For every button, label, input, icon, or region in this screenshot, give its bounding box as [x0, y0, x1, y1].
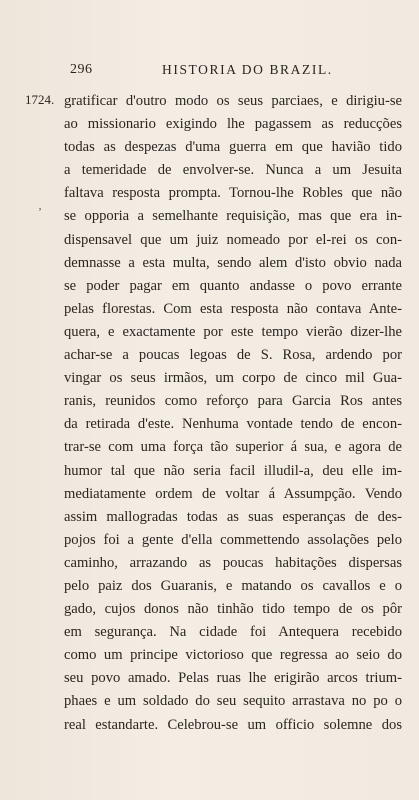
- text-line: quera, e exactamente por este tempo vierão dizer-lhe: [64, 323, 402, 340]
- page-number: 296: [70, 62, 93, 77]
- text-line: dispensavel que um juiz nomeado por el-rei os con-: [64, 231, 402, 248]
- running-title: HISTORIA DO BRAZIL.: [162, 62, 333, 77]
- text-line: humor tal que não seria facil illudil-a, deu elle im-: [64, 462, 402, 479]
- page-header: [0, 62, 419, 82]
- text-line: ranis, reunidos como reforço para Garcia Ros antes: [64, 393, 402, 410]
- text-line: achar-se a poucas legoas de S. Rosa, ardendo por: [64, 347, 402, 364]
- text-line: phaes e um soldado do seu sequito arrastava no po o: [64, 693, 402, 710]
- text-line: gado, cujos donos não tinhão tido tempo de os pôr: [64, 601, 402, 618]
- text-line: como um principe victorioso que regressa ao seio do: [64, 647, 402, 664]
- text-line: mediatamente ordem de voltar á Assumpção. Vendo: [64, 485, 402, 502]
- text-line: todas as despezas d'uma guerra em que havião tido: [64, 139, 402, 156]
- text-line: real estandarte. Celebrou-se um officio solemne dos: [64, 716, 402, 733]
- margin-mark: ‚: [38, 198, 42, 212]
- text-line: ao missionario exigindo lhe pagassem as reducções: [64, 116, 402, 133]
- text-line: seu povo amado. Pelas ruas lhe erigirão arcos trium-: [64, 670, 402, 687]
- text-line: demnasse a esta multa, sendo alem d'isto obvio nada: [64, 254, 402, 271]
- text-line: a temeridade de envolver-se. Nunca a um Jesuita: [64, 162, 402, 179]
- text-line: caminho, arrazando as poucas habitações dispersas: [64, 554, 402, 571]
- text-line: pojos foi a gente d'ella commettendo assolações pelo: [64, 531, 402, 548]
- text-line: faltava resposta prompta. Tornou-lhe Robles que não: [64, 185, 402, 202]
- text-line: se opporia a semelhante requisição, mas que era in-: [64, 208, 402, 225]
- margin-year: 1724.: [25, 92, 55, 107]
- text-line: em segurança. Na cidade foi Antequera recebido: [64, 624, 402, 641]
- body-text: [64, 90, 402, 737]
- text-line: trar-se com uma força tão superior á sua, e agora de: [64, 439, 402, 456]
- text-line: gratificar d'outro modo os seus parciaes, e dirigiu-se: [64, 93, 402, 109]
- text-line: pelo paiz dos Guaranis, e matando os cavallos e o: [64, 577, 402, 594]
- text-line: pelas florestas. Com esta resposta não contava Ante-: [64, 300, 402, 317]
- text-line: da retirada d'este. Nenhuma vontade tendo de encon-: [64, 416, 402, 433]
- text-line: vingar os seus irmãos, um corpo de cinco mil Gua-: [64, 370, 402, 387]
- text-line: assim mallogradas todas as suas esperanças de des-: [64, 508, 402, 525]
- text-line: se poder pagar em quanto andasse o povo errante: [64, 277, 402, 294]
